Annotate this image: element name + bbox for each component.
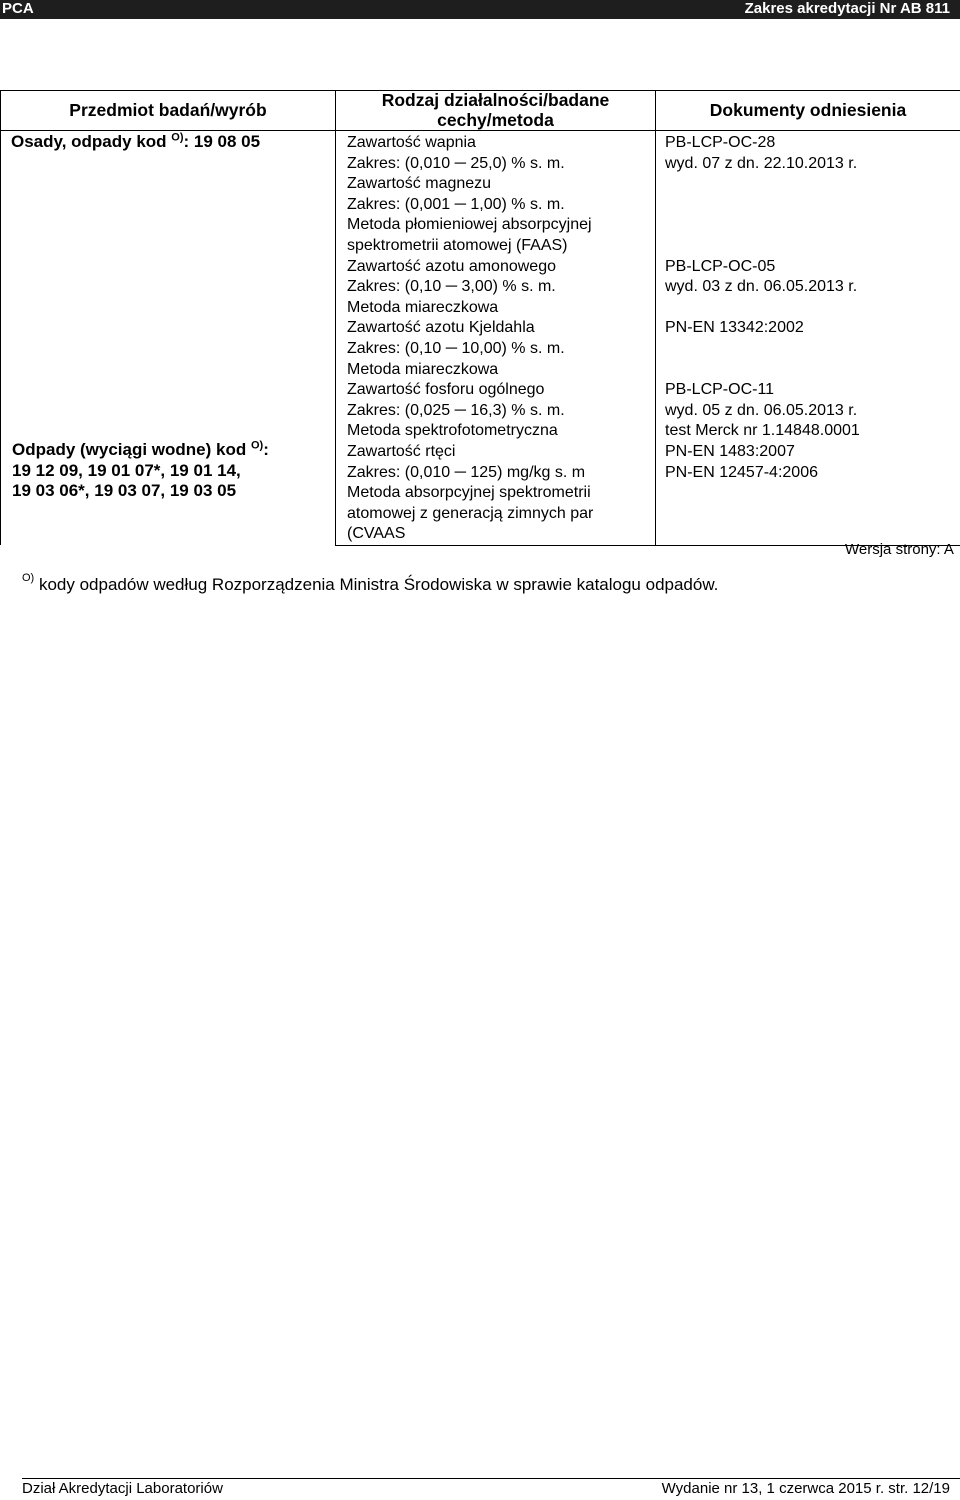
footer-edition: Wydanie nr 13, 1 czerwca 2015 r. str. 12/19 bbox=[661, 1480, 950, 1497]
subject-cell: Osady, odpady kod $^{O)}$: 19 08 05 bbox=[1, 131, 336, 546]
table-header-row bbox=[1, 91, 960, 131]
header-org: PCA bbox=[2, 0, 34, 17]
page-header bbox=[0, 0, 960, 19]
footnote: $^{O)}$ kody odpadów według Rozporządzenia Ministra Środowiska w sprawie katalogu odpadów. bbox=[22, 572, 719, 594]
footer-divider bbox=[22, 1478, 960, 1479]
footer-department: Dział Akredytacji Laboratoriów bbox=[22, 1480, 223, 1497]
page-version: Wersja strony: A bbox=[845, 541, 954, 558]
col-subject-header: Przedmiot badań/wyrób bbox=[1, 91, 336, 131]
method-cell: Zawartość wapnia Zakres: (0,010 ─ 25,0) % s. m. Zawartość magnezu Zakres: (0,001 ─ 1,00) % s. m. Metoda płomieniowej absorpcyjnej spektrometrii atomowej (FAAS) Zawartość azotu amonowego Zakres: (0,10 ─ 3,00) % s. m. Metoda miareczkowa Zawartość azotu Kjeldahla Zakres: (0,10 ─ 10,00) % s. m. Metoda miareczkowa Zawartość fosforu ogólnego Zakres: (0,025 ─ 16,3) % s. m. Metoda spektrofotometryczna Zawartość rtęci Zakres: (0,010 ─ 125) mg/kg s. m Metoda absorpcyjnej spektrometrii atomowej z generacją zimnych par (CVAAS bbox=[336, 131, 656, 546]
col-method-header: Rodzaj działalności/badane cechy/metoda bbox=[336, 91, 656, 131]
subject-2: Odpady (wyciągi wodne) kod $^{O)}$: 19 12 09, 19 01 07*, 19 01 14, 19 03 06*, 19 03 07, 19 03 05 bbox=[12, 439, 269, 501]
header-title: Zakres akredytacji Nr AB 811 bbox=[744, 0, 950, 17]
col-docs-header: Dokumenty odniesienia bbox=[656, 91, 960, 131]
docs-cell: PB-LCP-OC-28 wyd. 07 z dn. 22.10.2013 r. PB-LCP-OC-05 wyd. 03 z dn. 06.05.2013 r. PN-EN 13342:2002 PB-LCP-OC-11 wyd. 05 z dn. 06.05.2013 r. test Merck nr 1.14848.0001 PN-EN 1483:2007 PN-EN 12457-4:2006 bbox=[656, 131, 960, 546]
